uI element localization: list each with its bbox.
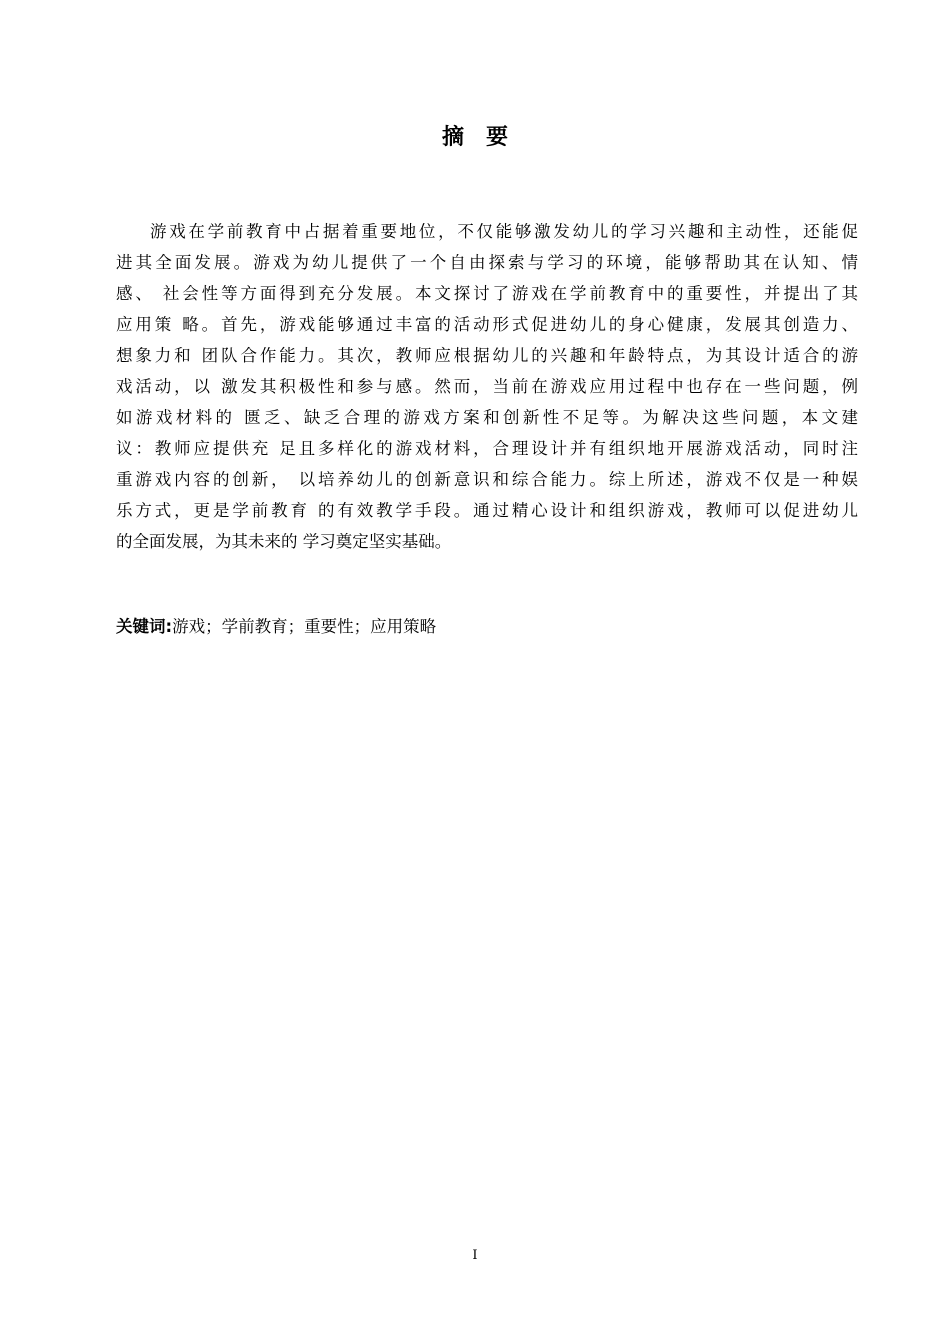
abstract-title — [0, 122, 950, 154]
abstract-line-2: 进其全面发展。游戏为幼儿提供了一个自由探索与学习的环境，能够帮助其在认知、情 — [116, 253, 858, 272]
keywords-line — [116, 611, 858, 642]
abstract-line-1: 游戏在学前教育中占据着重要地位，不仅能够激发幼儿的学习兴趣和主动性，还能促 — [150, 222, 858, 241]
page-number: I — [472, 1248, 478, 1263]
abstract-line-6: 戏活动，以 激发其积极性和参与感。然而，当前在游戏应用过程中也存在一些问题，例 — [116, 377, 858, 396]
abstract-line-5: 想象力和 团队合作能力。其次，教师应根据幼儿的兴趣和年龄特点，为其设计适合的游 — [116, 346, 858, 365]
abstract-line-10: 乐方式，更是学前教育 的有效教学手段。通过精心设计和组织游戏，教师可以促进幼儿 — [116, 501, 858, 520]
abstract-line-9: 重游戏内容的创新， 以培养幼儿的创新意识和综合能力。综上所述，游戏不仅是一种娱 — [116, 470, 858, 489]
abstract-line-4: 应用策 略。首先，游戏能够通过丰富的活动形式促进幼儿的身心健康，发展其创造力、 — [116, 315, 858, 334]
abstract-line-3: 感、 社会性等方面得到充分发展。本文探讨了游戏在学前教育中的重要性，并提出了其 — [116, 284, 858, 303]
abstract-title-part-1: 摘 — [441, 125, 464, 150]
abstract-line-11: 的全面发展，为其未来的 学习奠定坚实基础。 — [116, 532, 452, 551]
keywords-text: 游戏；学前教育；重要性；应用策略 — [172, 617, 437, 636]
abstract-body — [116, 216, 858, 557]
keywords-label: 关键词: — [116, 617, 173, 636]
abstract-line-7: 如游戏材料的 匮乏、缺乏合理的游戏方案和创新性不足等。为解决这些问题，本文建 — [116, 408, 858, 427]
abstract-title-part-2: 要 — [486, 125, 509, 150]
abstract-line-8: 议：教师应提供充 足且多样化的游戏材料，合理设计并有组织地开展游戏活动，同时注 — [116, 439, 858, 458]
